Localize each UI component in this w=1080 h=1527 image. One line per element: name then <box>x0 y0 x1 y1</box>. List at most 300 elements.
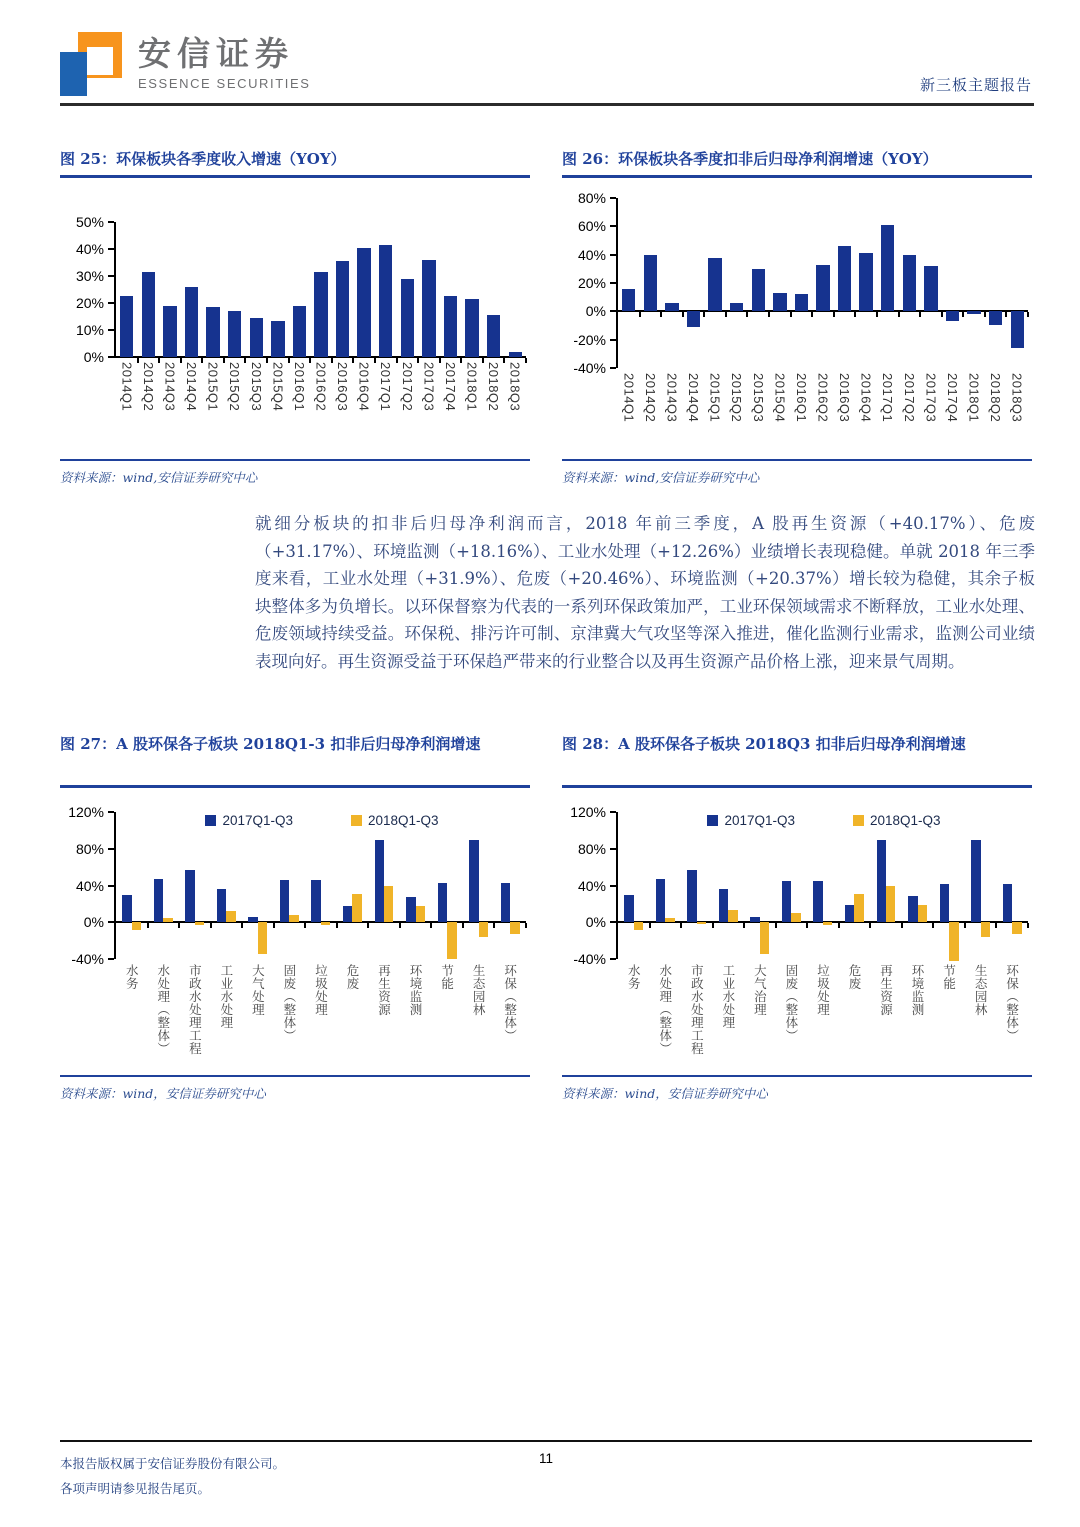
brand-name-cn: 安信证券 <box>138 35 294 72</box>
x-label-cell <box>899 373 921 440</box>
legend-label: 2017Q1-Q3 <box>724 813 795 828</box>
x-axis-tick <box>374 358 376 363</box>
y-axis <box>60 804 114 967</box>
x-label-cell <box>337 964 369 1075</box>
x-label-cell <box>400 964 432 1075</box>
x-axis-labels <box>618 368 1028 440</box>
bar-value <box>622 289 635 312</box>
x-axis-tick-label: 2014Q4 <box>686 373 702 423</box>
y-axis-tick-label: 0% <box>585 914 606 931</box>
bar-value <box>401 279 414 357</box>
bar-2018Q1-Q3 <box>321 922 330 925</box>
x-axis-tick-label: 水务 <box>124 964 140 990</box>
category-slot <box>965 812 997 959</box>
bar-2018Q1-Q3 <box>634 922 643 929</box>
x-axis-tick <box>439 358 441 363</box>
x-label-cell <box>224 362 246 437</box>
bar-value <box>903 255 916 312</box>
x-label-cell <box>504 362 526 437</box>
category-slot <box>920 198 942 368</box>
category-slot <box>713 812 745 959</box>
x-axis-tick <box>396 358 398 363</box>
category-slot <box>242 812 274 959</box>
category-slot <box>1006 198 1028 368</box>
bar-2017Q1-Q3 <box>940 884 949 923</box>
x-axis-tick-label: 2017Q3 <box>421 362 437 412</box>
chart-body <box>60 214 530 437</box>
plot-area <box>616 198 1032 368</box>
category-slot <box>618 198 640 368</box>
figure-27 <box>60 733 530 1101</box>
x-axis-tick-label: 2017Q1 <box>378 362 394 412</box>
x-axis-tick-label: 危废 <box>846 964 862 990</box>
copyright-line-2: 各项声明请参见报告尾页。 <box>60 1481 211 1496</box>
x-label-cell <box>116 964 148 1075</box>
x-axis-tick-label: 工业水处理 <box>218 964 234 1029</box>
x-axis-tick-label: 大气治理 <box>752 964 768 1016</box>
bar-value <box>228 311 241 357</box>
category-slot <box>996 812 1028 959</box>
y-axis-tick-label: 30% <box>75 268 104 284</box>
category-slot <box>942 198 964 368</box>
bar-2018Q1-Q3 <box>1012 922 1021 934</box>
category-slot <box>224 222 246 357</box>
x-label-cell <box>839 964 871 1075</box>
bar-value <box>120 296 133 357</box>
category-slot <box>661 198 683 368</box>
x-label-cell <box>942 373 964 440</box>
category-slot <box>431 812 463 959</box>
x-axis-tick-label: 2014Q3 <box>162 362 178 412</box>
x-axis-tick-label: 垃圾处理 <box>313 964 329 1016</box>
x-axis-tick-label: 再生资源 <box>376 964 392 1016</box>
x-label-cell <box>807 964 839 1075</box>
y-axis-tick-label: 20% <box>75 295 104 311</box>
bar-value <box>487 315 500 357</box>
bar-value <box>752 269 765 312</box>
x-axis-tick-label: 2016Q4 <box>356 362 372 412</box>
bar-value <box>1011 311 1024 348</box>
plot-column <box>616 198 1032 440</box>
x-label-cell <box>661 373 683 440</box>
x-axis-tick-label: 环境监测 <box>408 964 424 1016</box>
chart-fig26-quarterly-net-profit-growth <box>562 190 1032 440</box>
legend-item <box>707 813 795 828</box>
x-axis-tick-label: 2017Q1 <box>880 373 896 423</box>
bar-value <box>314 272 327 357</box>
category-slot <box>726 198 748 368</box>
category-slot <box>747 198 769 368</box>
category-slot <box>440 222 462 357</box>
bar-2017Q1-Q3 <box>971 840 980 923</box>
category-slot <box>179 812 211 959</box>
chart-fig27-subsector-2018q1-3-growth <box>60 804 530 1075</box>
category-slot <box>650 812 682 959</box>
category-slot <box>289 222 311 357</box>
x-axis-tick <box>331 358 333 363</box>
x-label-cell <box>245 362 267 437</box>
category-slot <box>681 812 713 959</box>
x-axis-tick-label: 2015Q1 <box>205 362 221 412</box>
bar-2018Q1-Q3 <box>132 922 141 929</box>
x-axis-tick-label: 2017Q2 <box>399 362 415 412</box>
x-axis-tick <box>180 358 182 363</box>
essence-securities-logo-icon <box>60 32 124 94</box>
chart-body <box>562 190 1032 440</box>
category-slot <box>791 198 813 368</box>
bar-2018Q1-Q3 <box>981 922 990 937</box>
bar-2018Q1-Q3 <box>791 913 800 922</box>
legend-label: 2018Q1-Q3 <box>870 813 941 828</box>
y-axis <box>60 214 114 365</box>
x-label-cell <box>618 964 650 1075</box>
category-slot <box>397 222 419 357</box>
legend-item <box>853 813 941 828</box>
category-slot <box>148 812 180 959</box>
x-axis-tick-label: 水处理（整体） <box>657 964 673 1055</box>
bar-value <box>271 321 284 357</box>
y-axis-tick-label: 120% <box>570 804 606 820</box>
plot-area <box>114 222 530 357</box>
x-axis-tick-label: 2018Q2 <box>486 362 502 412</box>
x-label-cell <box>704 373 726 440</box>
x-axis-tick-label: 节能 <box>941 964 957 990</box>
bar-2018Q1-Q3 <box>258 922 267 954</box>
x-label-cell <box>834 373 856 440</box>
x-label-cell <box>375 362 397 437</box>
category-slot <box>337 812 369 959</box>
x-axis-tick-label: 2014Q2 <box>140 362 156 412</box>
x-axis-tick-label: 2016Q1 <box>793 373 809 423</box>
y-axis-tick-label: 0% <box>585 303 606 320</box>
bar-2017Q1-Q3 <box>656 879 665 922</box>
bar-2017Q1-Q3 <box>469 840 478 923</box>
bar-value <box>967 311 980 314</box>
bar-2018Q1-Q3 <box>163 918 172 923</box>
bars-layer <box>618 812 1028 959</box>
bar-value <box>816 265 829 312</box>
x-axis-tick-label: 2018Q1 <box>464 362 480 412</box>
x-axis-tick-label: 2016Q4 <box>858 373 874 423</box>
category-slot <box>494 812 526 959</box>
x-axis-tick <box>352 358 354 363</box>
x-axis-tick-label: 2015Q4 <box>270 362 286 412</box>
figure-27-title: 图 27：A 股环保各子板块 2018Q1-3 扣非后归母净利润增速 <box>60 733 530 788</box>
figure-25-source: 资料来源：wind,安信证券研究中心 <box>60 459 530 486</box>
bars-layer <box>618 198 1028 368</box>
bar-value <box>989 311 1002 325</box>
x-axis-tick-label: 2015Q1 <box>707 373 723 423</box>
legend-label: 2017Q1-Q3 <box>222 813 293 828</box>
x-label-cell <box>791 373 813 440</box>
chart-legend <box>114 813 530 828</box>
y-axis-tick-label: 80% <box>75 840 104 857</box>
x-axis-tick-label: 环境监测 <box>910 964 926 1016</box>
x-label-cell <box>179 964 211 1075</box>
legend-item <box>351 813 439 828</box>
bar-value <box>185 287 198 357</box>
x-axis-tick-label: 2014Q1 <box>621 373 637 423</box>
bar-value <box>142 272 155 357</box>
x-axis-tick-label: 环保（整体） <box>1004 964 1020 1042</box>
x-label-cell <box>744 964 776 1075</box>
legend-swatch-icon <box>205 815 216 826</box>
report-type-label: 新三板主题报告 <box>919 76 1032 94</box>
x-label-cell <box>877 373 899 440</box>
x-axis-labels <box>116 959 526 1075</box>
bar-2018Q1-Q3 <box>510 922 519 934</box>
body-paragraph: 就细分板块的扣非后归母净利润而言，2018 年前三季度，A 股再生资源（+40.17%）、危废（+31.17%）、环境监测（+18.16%）、工业水处理（+12.26%）业绩增长表现稳健。单就 2018 年三季度来看，工业水处理（+31.9%）、危废（+20.46%）、环境监测（+20.37%）增长较为稳健，其余子板块整体多为负增长。以环保督察为代表的一系列环保政策加严，工业环保领域需求不断释放，工业水处理、危废领域持续受益。环保税、排污许可制、京津冀大气攻坚等深入推进，催化监测行业需求，监测公司业绩表现向好。再生资源受益于环保趋严带来的行业整合以及再生资源产品价格上涨，迎来景气周期。 <box>255 514 1035 671</box>
y-axis <box>562 804 616 967</box>
category-slot <box>116 222 138 357</box>
x-label-cell <box>618 373 640 440</box>
x-label-cell <box>920 373 942 440</box>
y-axis-tick-label: 10% <box>75 322 104 338</box>
bar-2018Q1-Q3 <box>665 918 674 923</box>
x-axis-tick-label: 2014Q2 <box>642 373 658 423</box>
x-axis-tick-label: 2016Q2 <box>313 362 329 412</box>
bar-value <box>293 306 306 357</box>
bar-2017Q1-Q3 <box>750 917 759 923</box>
x-axis-tick-label: 水务 <box>626 964 642 990</box>
bar-2017Q1-Q3 <box>877 840 886 923</box>
x-axis-tick-label: 2018Q1 <box>966 373 982 423</box>
x-axis-tick <box>482 358 484 363</box>
figures-row-2 <box>60 733 1032 1101</box>
x-axis-tick <box>288 358 290 363</box>
x-axis-tick-label: 2015Q4 <box>772 373 788 423</box>
bar-2017Q1-Q3 <box>122 895 131 923</box>
y-axis-tick-label: -40% <box>71 951 104 967</box>
figures-row-1 <box>60 148 1032 486</box>
bar-2018Q1-Q3 <box>760 922 769 954</box>
y-axis-tick-label: 40% <box>75 241 104 257</box>
x-axis-tick <box>137 358 139 363</box>
bar-2018Q1-Q3 <box>352 894 361 922</box>
x-label-cell <box>650 964 682 1075</box>
figure-26-source: 资料来源：wind,安信证券研究中心 <box>562 459 1032 486</box>
x-axis-tick <box>417 358 419 363</box>
bar-2017Q1-Q3 <box>280 880 289 922</box>
page-number: 11 <box>538 1451 553 1466</box>
x-axis-tick-label: 大气处理 <box>250 964 266 1016</box>
x-axis-tick <box>503 358 505 363</box>
category-slot <box>159 222 181 357</box>
bar-2018Q1-Q3 <box>823 922 832 925</box>
bar-2017Q1-Q3 <box>311 880 320 922</box>
x-label-cell <box>769 373 791 440</box>
bar-2018Q1-Q3 <box>195 922 204 925</box>
y-axis-tick-label: -20% <box>573 331 606 348</box>
x-label-cell <box>1006 373 1028 440</box>
bar-2018Q1-Q3 <box>416 906 425 923</box>
x-label-cell <box>640 373 662 440</box>
x-label-cell <box>274 964 306 1075</box>
legend-swatch-icon <box>853 815 864 826</box>
bar-2017Q1-Q3 <box>501 883 510 923</box>
bar-2017Q1-Q3 <box>248 917 257 923</box>
x-label-cell <box>418 362 440 437</box>
category-slot <box>640 198 662 368</box>
category-slot <box>267 222 289 357</box>
category-slot <box>274 812 306 959</box>
x-label-cell <box>289 362 311 437</box>
category-slot <box>618 812 650 959</box>
y-axis-tick-label: 40% <box>75 877 104 894</box>
x-label-cell <box>159 362 181 437</box>
category-slot <box>899 198 921 368</box>
x-axis-tick-label: 2015Q3 <box>248 362 264 412</box>
y-axis-tick-label: 40% <box>577 877 606 894</box>
plot-column <box>616 812 1032 1075</box>
x-label-cell <box>461 362 483 437</box>
x-axis-tick-label: 2016Q1 <box>291 362 307 412</box>
bar-2017Q1-Q3 <box>406 897 415 923</box>
x-label-cell <box>440 362 462 437</box>
bar-2018Q1-Q3 <box>854 894 863 922</box>
x-axis-tick-label: 2014Q4 <box>184 362 200 412</box>
x-label-cell <box>305 964 337 1075</box>
category-slot <box>353 222 375 357</box>
bar-value <box>946 311 959 321</box>
category-slot <box>839 812 871 959</box>
x-label-cell <box>431 964 463 1075</box>
x-axis-tick <box>223 358 225 363</box>
bar-value <box>730 303 743 312</box>
page-header <box>60 30 1034 106</box>
brand-block <box>138 36 311 91</box>
x-label-cell <box>397 362 419 437</box>
bar-2017Q1-Q3 <box>845 905 854 922</box>
bar-2018Q1-Q3 <box>447 922 456 959</box>
x-axis-tick <box>158 358 160 363</box>
category-slot <box>704 198 726 368</box>
x-label-cell <box>902 964 934 1075</box>
x-axis-tick <box>266 358 268 363</box>
category-slot <box>877 198 899 368</box>
bar-2017Q1-Q3 <box>1003 884 1012 923</box>
copyright-line-1: 本报告版权属于安信证券股份有限公司。 <box>60 1456 286 1471</box>
x-axis-tick-label: 2015Q2 <box>227 362 243 412</box>
bar-2017Q1-Q3 <box>624 895 633 923</box>
bar-2018Q1-Q3 <box>384 886 393 923</box>
bars-layer <box>116 812 526 959</box>
x-label-cell <box>870 964 902 1075</box>
x-axis-tick-label: 2017Q3 <box>923 373 939 423</box>
bar-value <box>644 255 657 312</box>
x-label-cell <box>138 362 160 437</box>
bar-value <box>924 266 937 311</box>
x-label-cell <box>494 964 526 1075</box>
bar-value <box>336 261 349 357</box>
x-axis-tick-label: 市政水处理工程 <box>187 964 203 1055</box>
x-label-cell <box>933 964 965 1075</box>
x-label-cell <box>181 362 203 437</box>
bar-2018Q1-Q3 <box>697 922 706 924</box>
category-slot <box>683 198 705 368</box>
x-label-cell <box>211 964 243 1075</box>
x-axis-tick <box>460 358 462 363</box>
figure-26 <box>562 148 1032 486</box>
x-axis-tick-label: 水处理（整体） <box>155 964 171 1055</box>
legend-label: 2018Q1-Q3 <box>368 813 439 828</box>
bar-value <box>665 303 678 312</box>
figure-28-title: 图 28：A 股环保各子板块 2018Q3 扣非后归母净利润增速 <box>562 733 1032 788</box>
x-axis-tick-label: 再生资源 <box>878 964 894 1016</box>
y-axis-tick-label: 80% <box>577 840 606 857</box>
x-axis-tick-label: 2015Q2 <box>729 373 745 423</box>
category-slot <box>332 222 354 357</box>
bar-2017Q1-Q3 <box>908 896 917 923</box>
x-axis-tick-label: 2014Q1 <box>119 362 135 412</box>
bar-value <box>509 352 522 357</box>
plot-column <box>114 222 530 437</box>
bar-2018Q1-Q3 <box>949 922 958 961</box>
category-slot <box>400 812 432 959</box>
x-label-cell <box>996 964 1028 1075</box>
bar-2017Q1-Q3 <box>154 879 163 922</box>
category-slot <box>855 198 877 368</box>
category-slot <box>211 812 243 959</box>
category-slot <box>116 812 148 959</box>
x-label-cell <box>267 362 289 437</box>
bar-value <box>838 246 851 311</box>
figure-27-source: 资料来源：wind，安信证券研究中心 <box>60 1075 530 1102</box>
x-axis-tick-label: 环保（整体） <box>502 964 518 1042</box>
bar-2018Q1-Q3 <box>289 915 298 922</box>
logo-white-notch <box>87 47 113 75</box>
category-slot <box>483 222 505 357</box>
legend-swatch-icon <box>707 815 718 826</box>
x-axis-tick-label: 危废 <box>344 964 360 990</box>
bar-value <box>773 293 786 311</box>
x-axis-tick-label: 2016Q2 <box>815 373 831 423</box>
figure-25 <box>60 148 530 486</box>
category-slot <box>463 812 495 959</box>
x-axis-tick-label: 固废（整体） <box>783 964 799 1042</box>
bar-2018Q1-Q3 <box>226 911 235 922</box>
bar-2018Q1-Q3 <box>886 886 895 923</box>
figure-25-title: 图 25：环保板块各季度收入增速（YOY） <box>60 148 530 178</box>
category-slot <box>834 198 856 368</box>
x-axis-tick-label: 2015Q3 <box>750 373 766 423</box>
x-axis-tick <box>244 358 246 363</box>
x-label-cell <box>726 373 748 440</box>
x-axis-tick-label: 2018Q2 <box>988 373 1004 423</box>
bar-2017Q1-Q3 <box>375 840 384 923</box>
figure-28-source: 资料来源：wind，安信证券研究中心 <box>562 1075 1032 1102</box>
x-axis-tick-label: 2018Q3 <box>507 362 523 412</box>
category-slot <box>744 812 776 959</box>
figure-26-title: 图 26：环保板块各季度扣非后归母净利润增速（YOY） <box>562 148 1032 178</box>
x-label-cell <box>368 964 400 1075</box>
plot-column <box>114 812 530 1075</box>
y-axis-tick-label: 40% <box>577 246 606 263</box>
category-slot <box>504 222 526 357</box>
x-label-cell <box>985 373 1007 440</box>
category-slot <box>181 222 203 357</box>
bar-2018Q1-Q3 <box>918 905 927 922</box>
x-axis-tick-label: 生态园林 <box>973 964 989 1016</box>
x-axis-tick <box>201 358 203 363</box>
figure-28 <box>562 733 1032 1101</box>
category-slot <box>368 812 400 959</box>
bar-value <box>859 253 872 311</box>
chart-fig25-quarterly-revenue-growth <box>60 214 530 437</box>
legend-swatch-icon <box>351 815 362 826</box>
x-label-cell <box>463 964 495 1075</box>
bar-value <box>250 318 263 357</box>
